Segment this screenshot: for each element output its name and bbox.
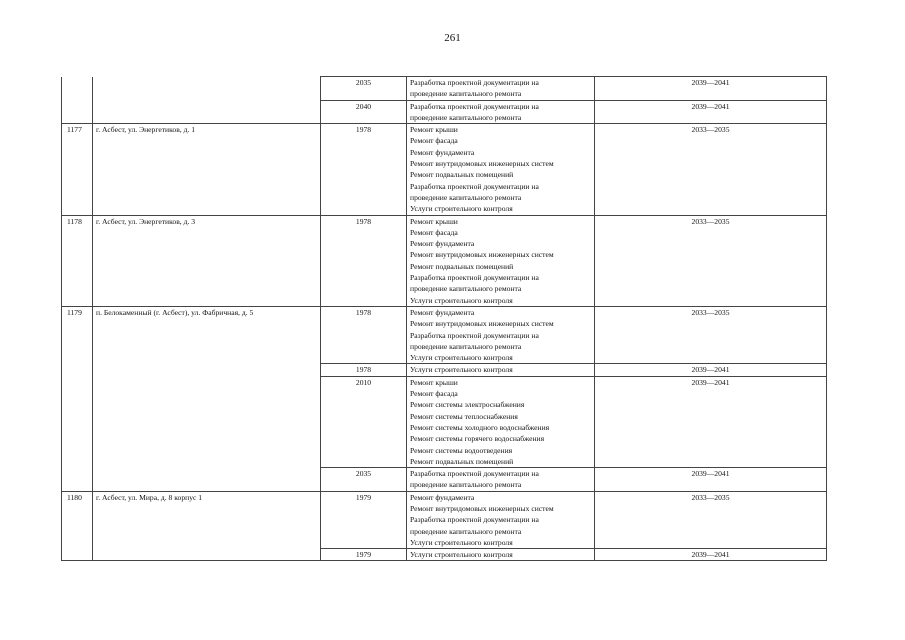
works-cell — [407, 549, 595, 561]
year-cell: 2040 — [321, 100, 407, 124]
work-item: Ремонт системы теплоснабжения — [410, 411, 518, 421]
row-number-cell: 1180 — [62, 491, 93, 548]
row-number-cell — [62, 549, 93, 561]
address-cell — [93, 376, 321, 467]
work-item: Ремонт фундамента — [410, 147, 475, 157]
table-row — [62, 376, 827, 467]
work-item: Ремонт системы водоотведения — [410, 445, 513, 455]
address-cell: п. Белокаменный (г. Асбест), ул. Фабричная, д. 5 — [93, 306, 321, 363]
works-cell — [407, 376, 595, 467]
period-cell: 2039—2041 — [595, 549, 827, 561]
year-cell: 1978 — [321, 124, 407, 215]
work-item: Разработка проектной документации на — [410, 181, 539, 191]
work-item: Ремонт крыши — [410, 216, 458, 226]
work-item: Ремонт внутридомовых инженерных систем — [410, 319, 554, 329]
period-cell: 2039—2041 — [595, 77, 827, 101]
work-item: Ремонт подвальных помещений — [410, 261, 514, 271]
work-item: Разработка проектной документации на — [410, 273, 539, 283]
work-item: проведение капитального ремонта — [410, 89, 522, 99]
work-item: Разработка проектной документации на — [410, 469, 539, 479]
work-item: проведение капитального ремонта — [410, 192, 522, 202]
row-number-cell — [62, 364, 93, 376]
works-cell — [407, 124, 595, 215]
period-cell: 2039—2041 — [595, 468, 827, 492]
works-cell — [407, 468, 595, 492]
work-item: Ремонт крыши — [410, 125, 458, 135]
work-item: проведение капитального ремонта — [410, 284, 522, 294]
period-cell: 2033—2035 — [595, 215, 827, 306]
work-item: Услуги строительного контроля — [410, 550, 513, 560]
work-item: Ремонт подвальных помещений — [410, 456, 514, 466]
capital-repair-table — [61, 76, 827, 561]
address-cell — [93, 468, 321, 492]
table-row — [62, 491, 827, 548]
work-item: проведение капитального ремонта — [410, 480, 522, 490]
work-item: Ремонт фундамента — [410, 492, 475, 502]
table-row — [62, 468, 827, 492]
row-number-cell: 1178 — [62, 215, 93, 306]
period-cell: 2033—2035 — [595, 124, 827, 215]
work-item: Услуги строительного контроля — [410, 204, 513, 214]
row-number-cell: 1179 — [62, 306, 93, 363]
address-cell: г. Асбест, ул. Мира, д. 8 корпус 1 — [93, 491, 321, 548]
table-row — [62, 364, 827, 376]
work-item: Ремонт крыши — [410, 377, 458, 387]
table-row — [62, 306, 827, 363]
row-number-cell — [62, 100, 93, 124]
year-cell: 1979 — [321, 491, 407, 548]
works-cell — [407, 215, 595, 306]
work-item: Ремонт системы горячего водоснабжения — [410, 434, 545, 444]
work-item: Ремонт фасада — [410, 389, 458, 399]
address-cell: г. Асбест, ул. Энергетиков, д. 1 — [93, 124, 321, 215]
table-row — [62, 100, 827, 124]
work-item: Разработка проектной документации на — [410, 101, 539, 111]
work-item: Ремонт внутридомовых инженерных систем — [410, 250, 554, 260]
period-cell: 2033—2035 — [595, 491, 827, 548]
year-cell: 2035 — [321, 77, 407, 101]
works-cell — [407, 100, 595, 124]
work-item: Ремонт подвальных помещений — [410, 170, 514, 180]
row-number-cell — [62, 468, 93, 492]
works-cell — [407, 491, 595, 548]
work-item: Ремонт фасада — [410, 136, 458, 146]
period-cell: 2033—2035 — [595, 306, 827, 363]
year-cell: 1978 — [321, 364, 407, 376]
work-item: Разработка проектной документации на — [410, 515, 539, 525]
table-row — [62, 77, 827, 101]
address-cell — [93, 77, 321, 101]
work-item: Услуги строительного контроля — [410, 365, 513, 375]
period-cell: 2039—2041 — [595, 376, 827, 467]
address-cell — [93, 364, 321, 376]
work-item: Услуги строительного контроля — [410, 537, 513, 547]
work-item: проведение капитального ремонта — [410, 112, 522, 122]
period-cell: 2039—2041 — [595, 100, 827, 124]
address-cell — [93, 100, 321, 124]
row-number-cell — [62, 376, 93, 467]
year-cell: 1978 — [321, 215, 407, 306]
year-cell: 1978 — [321, 306, 407, 363]
work-item: Ремонт системы холодного водоснабжения — [410, 422, 550, 432]
address-cell: г. Асбест, ул. Энергетиков, д. 3 — [93, 215, 321, 306]
work-item: проведение капитального ремонта — [410, 526, 522, 536]
work-item: Ремонт внутридомовых инженерных систем — [410, 503, 554, 513]
table-row — [62, 215, 827, 306]
work-item: Ремонт фундамента — [410, 307, 475, 317]
work-item: Ремонт системы электроснабжения — [410, 400, 525, 410]
work-item: Ремонт внутридомовых инженерных систем — [410, 159, 554, 169]
table-row — [62, 549, 827, 561]
row-number-cell: 1177 — [62, 124, 93, 215]
work-item: Разработка проектной документации на — [410, 78, 539, 87]
year-cell: 2010 — [321, 376, 407, 467]
year-cell: 2035 — [321, 468, 407, 492]
table-row — [62, 124, 827, 215]
work-item: проведение капитального ремонта — [410, 341, 522, 351]
page-number: 261 — [444, 32, 461, 44]
work-item: Ремонт фундамента — [410, 239, 475, 249]
table-body — [62, 77, 827, 561]
year-cell: 1979 — [321, 549, 407, 561]
work-item: Услуги строительного контроля — [410, 295, 513, 305]
works-cell — [407, 77, 595, 101]
row-number-cell — [62, 77, 93, 101]
work-item: Услуги строительного контроля — [410, 353, 513, 363]
period-cell: 2039—2041 — [595, 364, 827, 376]
works-cell — [407, 364, 595, 376]
work-item: Ремонт фасада — [410, 227, 458, 237]
work-item: Разработка проектной документации на — [410, 330, 539, 340]
address-cell — [93, 549, 321, 561]
works-cell — [407, 306, 595, 363]
